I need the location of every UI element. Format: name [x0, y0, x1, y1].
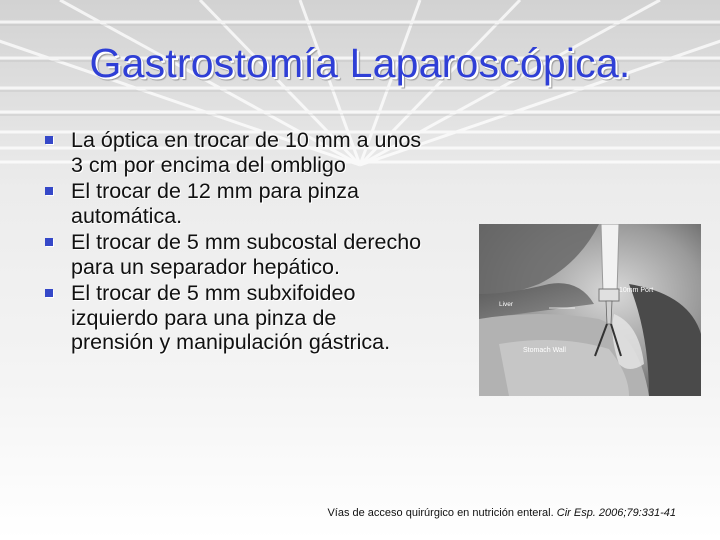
photo-label-stomach: Stomach Wall [523, 347, 566, 354]
square-bullet-icon [45, 238, 53, 246]
square-bullet-icon [45, 289, 53, 297]
bullet-text: El trocar de 12 mm para pinza automática. [71, 179, 359, 228]
citation [0, 507, 676, 519]
square-bullet-icon [45, 136, 53, 144]
slide-title: Gastrostomía Laparoscópica. [89, 40, 631, 86]
bullet-text: La óptica en trocar de 10 mm a unos 3 cm por encima del ombligo [71, 128, 422, 177]
bullet-text: El trocar de 5 mm subcostal derecho para un separador hepático. [71, 230, 422, 279]
bullet-text: El trocar de 5 mm subxifoideo izquierdo para una pinza de prensión y manipulación gástrica. [71, 281, 391, 354]
bullet-item [42, 128, 422, 177]
photo-label-liver: Liver [499, 301, 514, 308]
bullet-list [42, 128, 422, 357]
bullet-item [42, 281, 422, 355]
square-bullet-icon [45, 187, 53, 195]
bullet-item [42, 230, 422, 279]
citation-source: Cir Esp. 2006;79:331-41 [556, 507, 676, 519]
photo-label-port: 10mm Port [619, 287, 654, 294]
citation-text: Vías de acceso quirúrgico en nutrición enteral. [327, 507, 557, 519]
laparoscopic-photo [479, 224, 701, 396]
bullet-item [42, 179, 422, 228]
